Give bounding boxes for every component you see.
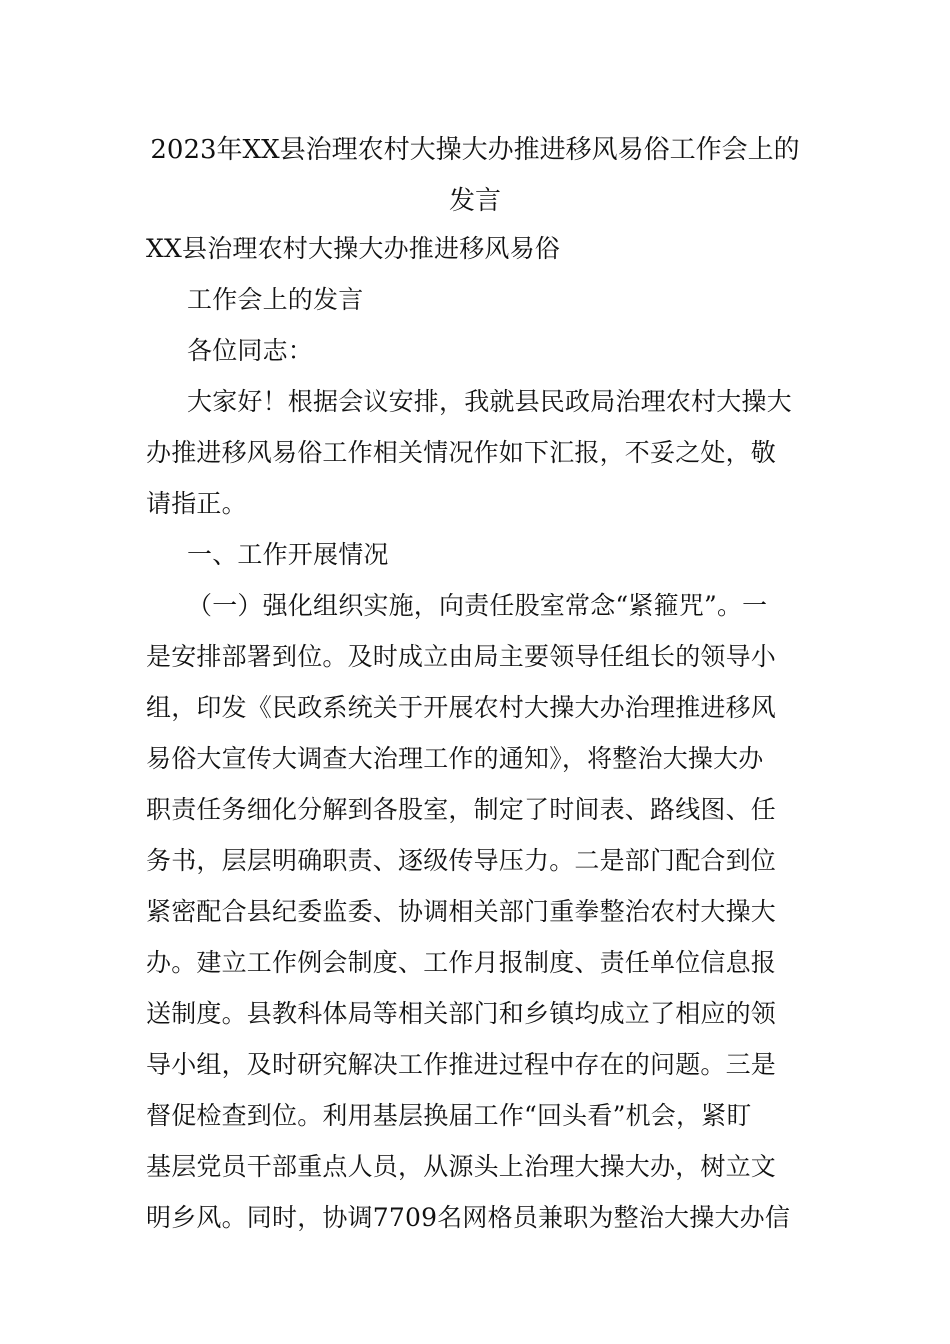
body-line: 导小组，及时研究解决工作推进过程中存在的问题。三是 (146, 1050, 777, 1079)
body-line: 工作会上的发言 (187, 285, 364, 314)
body-line: 送制度。县教科体局等相关部门和乡镇均成立了相应的领 (146, 999, 777, 1028)
body-line: 易俗大宣传大调查大治理工作的通知》，将整治大操大办 (146, 744, 764, 773)
body-line: 紧密配合县纪委监委、协调相关部门重拳整治农村大操大 (146, 897, 777, 926)
body-line: 职责任务细化分解到各股室，制定了时间表、路线图、任 (146, 795, 777, 824)
body-line: 组，印发《民政系统关于开展农村大操大办治理推进移风 (146, 693, 777, 722)
body-line: XX县治理农村大操大办推进移风易俗 (146, 234, 560, 263)
section-heading: 一、工作开展情况 (187, 540, 389, 569)
body-line: 大家好！根据会议安排，我就县民政局治理农村大操大 (187, 387, 792, 416)
body-line: 明乡风。同时，协调7709名网格员兼职为整治大操大办信 (146, 1203, 791, 1232)
body-line: 基层党员干部重点人员，从源头上治理大操大办，树立文 (146, 1152, 777, 1181)
body-line: （一）强化组织实施，向责任股室常念“紧箍咒”。一 (187, 591, 768, 620)
body-line: 办推进移风易俗工作相关情况作如下汇报，不妥之处，敬 (146, 438, 777, 467)
body-line: 办。建立工作例会制度、工作月报制度、责任单位信息报 (146, 948, 777, 977)
document-title-line-2: 发言 (448, 186, 501, 216)
body-line: 请指正。 (146, 489, 247, 518)
body-line: 督促检查到位。利用基层换届工作“回头看”机会，紧盯 (146, 1101, 752, 1130)
body-line: 务书，层层明确职责、逐级传导压力。二是部门配合到位 (146, 846, 777, 875)
document-title-line-1: 2023年XX县治理农村大操大办推进移风易俗工作会上的 (150, 135, 800, 165)
document-body (146, 223, 806, 1243)
body-line: 各位同志： (187, 336, 314, 365)
body-line: 是安排部署到位。及时成立由局主要领导任组长的领导小 (146, 642, 777, 671)
